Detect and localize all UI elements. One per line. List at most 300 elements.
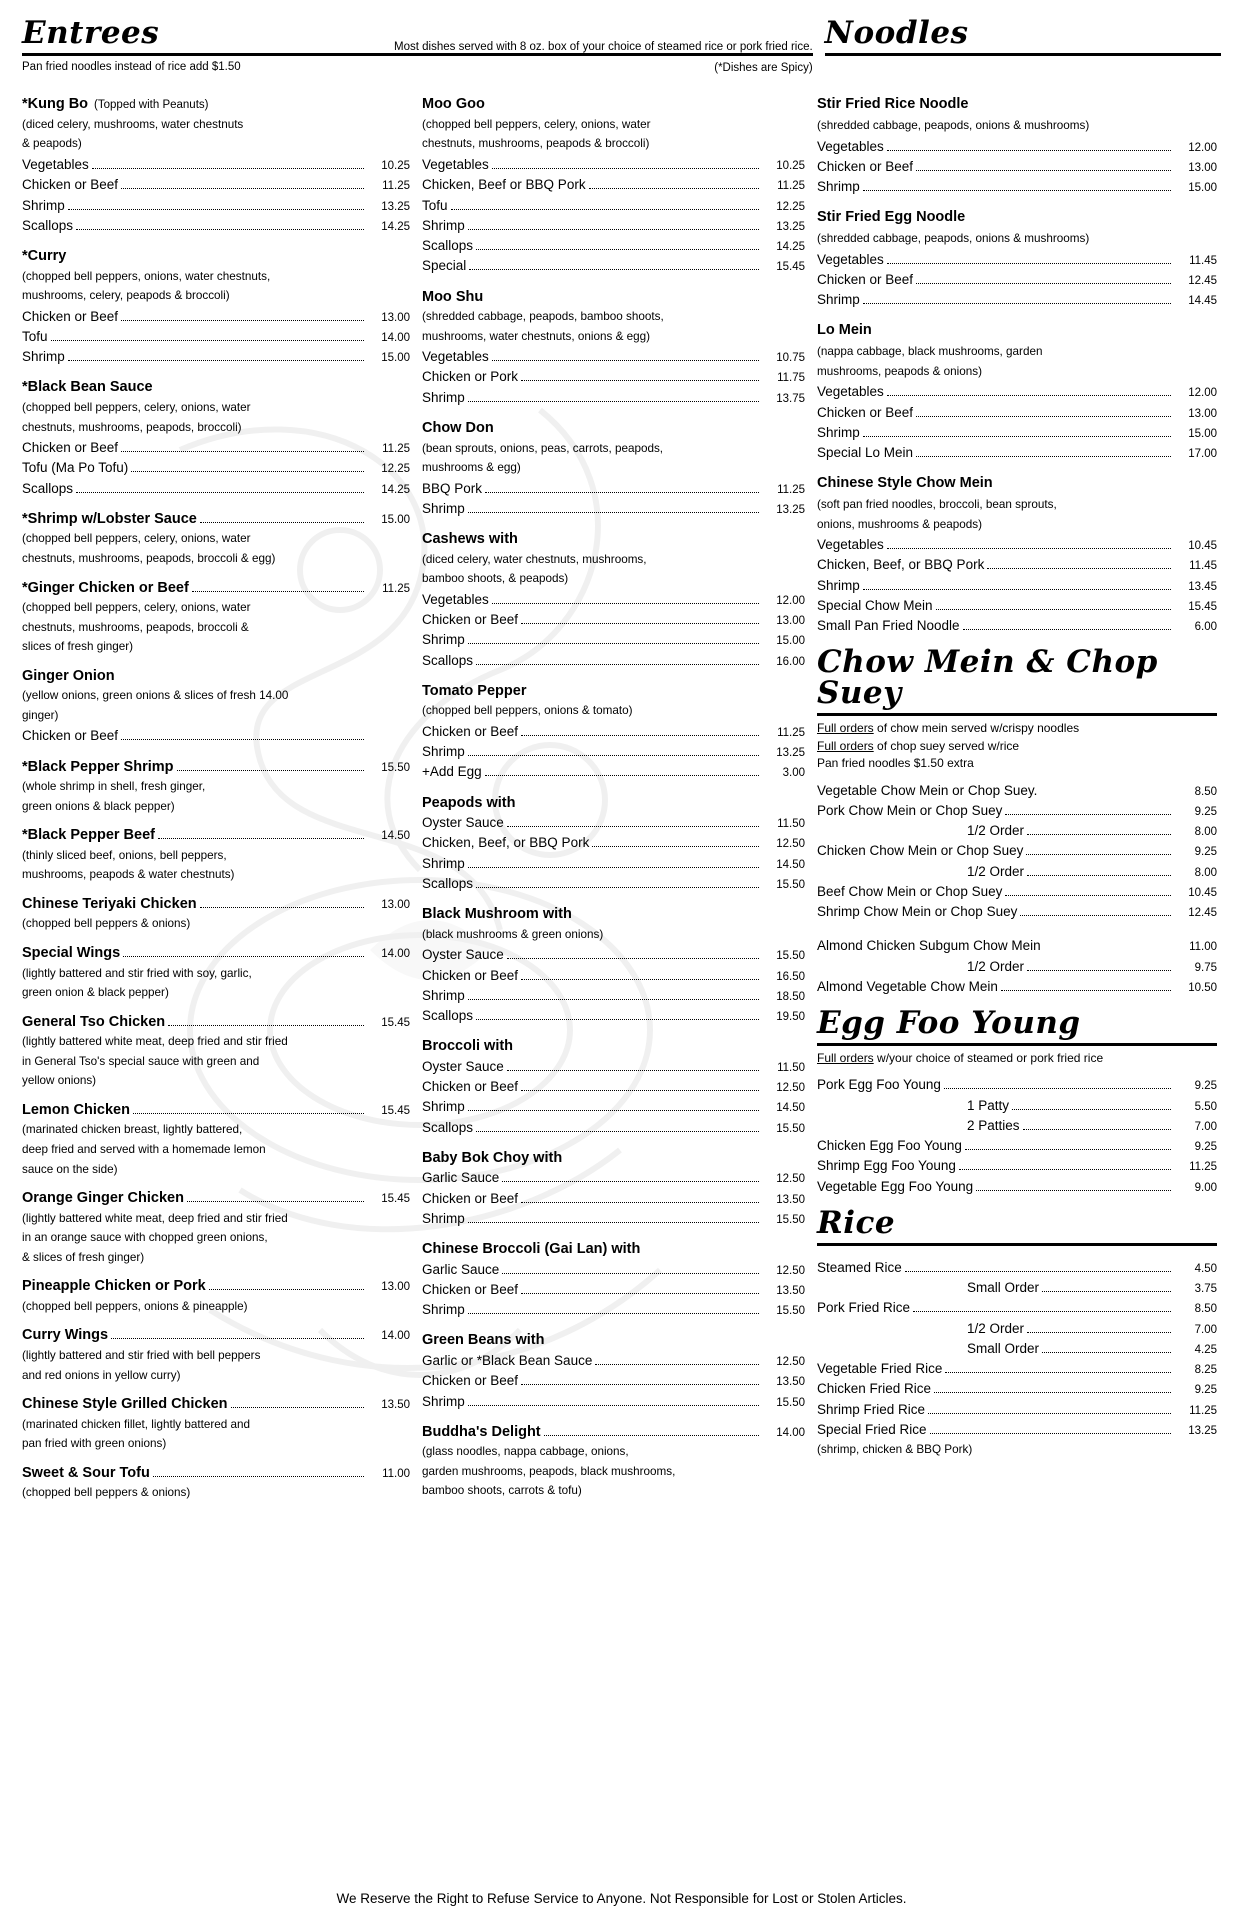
leader-dots — [502, 1181, 759, 1182]
leader-dots — [507, 958, 759, 959]
menu-item-title — [22, 1395, 410, 1415]
leader-dots — [1042, 1352, 1171, 1353]
menu-option-row — [422, 256, 805, 276]
leader-dots — [231, 1407, 365, 1408]
menu-item — [422, 419, 805, 519]
menu-item-name: Cashews with — [422, 531, 518, 548]
menu-option-price: 7.00 — [1194, 1120, 1217, 1133]
menu-option-name: Almond Vegetable Chow Mein — [817, 978, 998, 994]
menu-item-description: chestnuts, mushrooms, peapods, broccoli & — [22, 620, 249, 634]
leader-dots — [131, 471, 364, 472]
leader-dots — [521, 623, 759, 624]
menu-option-price: 10.45 — [1188, 540, 1217, 553]
menu-option-price: 15.00 — [1188, 427, 1217, 440]
menu-option-row — [817, 1339, 1217, 1359]
menu-option-price: 8.50 — [1194, 1303, 1217, 1316]
menu-item-title — [22, 944, 410, 964]
leader-dots — [916, 456, 1171, 457]
menu-item-price: 14.00 — [381, 1330, 410, 1343]
menu-option-name: Chicken Chow Mein or Chop Suey — [817, 843, 1024, 859]
menu-option-price: 14.50 — [776, 1102, 805, 1115]
menu-option-price: 10.25 — [381, 160, 410, 173]
leader-dots — [913, 1311, 1171, 1312]
menu-item — [22, 758, 410, 816]
menu-item-description: bamboo shoots, & peapods) — [422, 572, 569, 586]
menu-option-row — [422, 1168, 805, 1188]
menu-option-name: 1/2 Order — [967, 823, 1025, 839]
menu-option-price: 8.50 — [1194, 785, 1217, 798]
leader-dots — [987, 568, 1171, 569]
leader-dots — [476, 249, 759, 250]
menu-option-price: 12.25 — [776, 200, 805, 213]
leader-dots — [965, 1149, 1171, 1150]
leader-dots — [121, 739, 364, 740]
menu-item-title — [422, 682, 805, 702]
menu-option-row — [422, 1351, 805, 1371]
leader-dots — [1012, 1109, 1171, 1110]
chow-mein-section — [817, 644, 1217, 997]
menu-option-price: 11.25 — [1189, 1404, 1217, 1417]
leader-dots — [863, 190, 1171, 191]
leader-dots — [1023, 1129, 1171, 1130]
menu-option-name: Scallops — [422, 652, 474, 668]
menu-item-name: Orange Ginger Chicken — [22, 1190, 184, 1207]
menu-option-name: Shrimp — [817, 577, 860, 593]
menu-item-name: Lemon Chicken — [22, 1101, 130, 1118]
menu-option-row — [817, 1156, 1217, 1176]
menu-option-row — [422, 874, 805, 894]
note-emphasis: Full orders — [817, 721, 874, 736]
menu-item-description: pan fried with green onions) — [22, 1437, 167, 1451]
menu-item-title — [422, 530, 805, 550]
menu-item-name: Curry Wings — [22, 1327, 109, 1344]
note-text: w/your choice of steamed or pork fried rice — [873, 1051, 1104, 1066]
menu-item-description: mushrooms & egg) — [422, 461, 521, 475]
menu-option-price: 15.00 — [381, 352, 410, 365]
menu-option-row — [817, 403, 1217, 423]
menu-option-row — [22, 458, 410, 478]
menu-option-price: 3.00 — [782, 767, 805, 780]
menu-item — [422, 794, 805, 895]
menu-item-description: mushrooms, peapods & onions) — [817, 364, 983, 378]
leader-dots — [1027, 1332, 1171, 1333]
menu-option-name: Vegetables — [422, 349, 489, 365]
menu-option-price: 9.00 — [1194, 1181, 1217, 1194]
menu-option-price: 12.25 — [381, 463, 410, 476]
menu-option-name: Scallops — [22, 480, 74, 496]
leader-dots — [468, 643, 759, 644]
menu-option-name: Shrimp — [22, 349, 65, 365]
menu-option-name: Chicken Fried Rice — [817, 1381, 932, 1397]
menu-option-name: Oyster Sauce — [422, 1058, 504, 1074]
menu-option-price: 10.50 — [1188, 981, 1217, 994]
leader-dots — [468, 999, 759, 1000]
menu-option-name: Shrimp — [817, 292, 860, 308]
menu-item-description: & slices of fresh ginger) — [22, 1250, 145, 1264]
menu-option-row — [422, 1006, 805, 1026]
menu-item-name: *Black Pepper Shrimp — [22, 758, 174, 775]
menu-option-price: 13.25 — [381, 200, 410, 213]
menu-option-name: Shrimp — [422, 1210, 465, 1226]
leader-dots — [887, 548, 1171, 549]
menu-option-row — [422, 1118, 805, 1138]
menu-option-row — [817, 1075, 1217, 1095]
header-row — [22, 15, 1221, 75]
menu-item — [422, 1037, 805, 1138]
menu-option-row — [422, 945, 805, 965]
menu-option-name: Chicken or Beef — [22, 177, 119, 193]
menu-option-name: 1/2 Order — [967, 958, 1025, 974]
entrees-heading: Entrees — [22, 15, 160, 51]
egg-foo-young-rule — [817, 1043, 1217, 1046]
menu-option-price: 11.25 — [382, 180, 410, 193]
menu-option-name: Shrimp — [422, 1393, 465, 1409]
menu-option-price: 9.25 — [1194, 805, 1217, 818]
menu-option-price: 13.00 — [1188, 161, 1217, 174]
menu-option-row — [422, 833, 805, 853]
menu-item-name: Tomato Pepper — [422, 682, 527, 699]
leader-dots — [863, 589, 1171, 590]
menu-option-name: Tofu — [422, 197, 448, 213]
menu-item-description: in an orange sauce with chopped green onions, — [22, 1231, 268, 1245]
menu-option-row — [422, 1300, 805, 1320]
leader-dots — [544, 1435, 759, 1436]
menu-option-row — [422, 347, 805, 367]
menu-item-price: 14.00 — [776, 1426, 805, 1439]
menu-item-name: Moo Goo — [422, 96, 485, 113]
menu-item-description: (chopped bell peppers, onions & tomato) — [422, 704, 633, 718]
menu-option-row — [422, 216, 805, 236]
menu-item-description: ginger) — [22, 708, 59, 722]
menu-option-row — [422, 1057, 805, 1077]
menu-option-row — [422, 155, 805, 175]
menu-option-price: 9.75 — [1194, 961, 1217, 974]
leader-dots — [1005, 814, 1171, 815]
menu-option-name: Tofu (Ma Po Tofu) — [22, 460, 129, 476]
menu-item-description: mushrooms, water chestnuts, onions & egg) — [422, 329, 651, 343]
menu-option-price: 13.00 — [1188, 407, 1217, 420]
menu-item-name: *Ginger Chicken or Beef — [22, 579, 189, 596]
menu-option-name: Shrimp — [422, 987, 465, 1003]
menu-option-name: Chicken, Beef, or BBQ Pork — [817, 557, 985, 573]
menu-item-name: Peapods with — [422, 794, 516, 811]
menu-option-row — [817, 1379, 1217, 1399]
menu-option-row — [422, 479, 805, 499]
menu-option-row — [817, 1258, 1217, 1278]
menu-item-price: 13.00 — [381, 898, 410, 911]
leader-dots — [887, 395, 1171, 396]
menu-option-price: 12.50 — [776, 1173, 805, 1186]
menu-item-price: 11.00 — [382, 1467, 410, 1480]
leader-dots — [468, 755, 759, 756]
menu-option-name: Oyster Sauce — [422, 815, 504, 831]
leader-dots — [51, 340, 364, 341]
menu-option-price: 5.50 — [1194, 1100, 1217, 1113]
menu-option-price: 12.00 — [1188, 387, 1217, 400]
menu-option-row — [22, 155, 410, 175]
menu-item-name: Broccoli with — [422, 1038, 514, 1055]
leader-dots — [92, 168, 364, 169]
menu-option-row — [422, 651, 805, 671]
leader-dots — [192, 591, 364, 592]
menu-option-name: Shrimp — [422, 1099, 465, 1115]
menu-option-name: Small Order — [967, 1280, 1040, 1296]
menu-option-price: 12.00 — [776, 594, 805, 607]
leader-dots — [476, 664, 759, 665]
menu-item-description: and red onions in yellow curry) — [22, 1368, 181, 1382]
menu-option-name: Chicken or Beef — [22, 440, 119, 456]
disclaimer-footer: We Reserve the Right to Refuse Service to Anyone. Not Responsible for Lost or Stolen Articles. — [336, 1891, 907, 1906]
menu-item-price: 15.45 — [381, 1193, 410, 1206]
menu-option-price: 8.25 — [1194, 1364, 1217, 1377]
menu-item-name: Moo Shu — [422, 288, 484, 305]
menu-option-row — [22, 175, 410, 195]
noodles-section — [817, 94, 1217, 636]
leader-dots — [521, 1293, 759, 1294]
rice-footnote: (shrimp, chicken & BBQ Pork) — [817, 1443, 973, 1457]
chow-mein-heading: Chow Mein & Chop Suey — [817, 644, 1158, 712]
menu-option-price: 11.25 — [777, 483, 805, 496]
menu-item-description: (lightly battered white meat, deep fried and stir fried — [22, 1035, 288, 1049]
menu-option-row — [422, 367, 805, 387]
menu-option-row — [817, 1298, 1217, 1318]
entrees-note-right: (*Dishes are Spicy) — [714, 62, 813, 75]
menu-option-price: 11.25 — [1189, 1161, 1217, 1174]
menu-option-row — [422, 1280, 805, 1300]
menu-option-row — [817, 250, 1217, 270]
leader-dots — [521, 979, 759, 980]
menu-item-description: (chopped bell peppers & onions) — [22, 917, 191, 931]
leader-dots — [934, 1392, 1171, 1393]
menu-option-name: Chicken Egg Foo Young — [817, 1138, 962, 1154]
menu-item — [22, 1326, 410, 1384]
leader-dots — [507, 826, 759, 827]
leader-dots — [959, 1169, 1171, 1170]
leader-dots — [963, 629, 1171, 630]
menu-item-name: Chinese Teriyaki Chicken — [22, 895, 197, 912]
menu-option-price: 10.75 — [776, 352, 805, 365]
menu-option-row — [422, 175, 805, 195]
menu-item — [22, 1189, 410, 1266]
menu-item — [22, 1277, 410, 1315]
note-emphasis: Full orders — [817, 1051, 874, 1066]
menu-item-description: (diced celery, mushrooms, water chestnuts — [22, 117, 244, 131]
menu-option-name: Small Pan Fried Noodle — [817, 618, 960, 634]
menu-item-description: (nappa cabbage, black mushrooms, garden — [817, 345, 1043, 359]
menu-item-title — [422, 95, 805, 115]
leader-dots — [492, 360, 759, 361]
menu-option-price: 13.50 — [776, 1284, 805, 1297]
menu-item — [422, 1240, 805, 1320]
menu-option-price: 8.00 — [1194, 826, 1217, 839]
menu-option-price: 12.45 — [1188, 274, 1217, 287]
menu-option-price: 9.25 — [1194, 1384, 1217, 1397]
menu-option-price: 15.45 — [1188, 600, 1217, 613]
menu-option-price: 4.50 — [1194, 1262, 1217, 1275]
menu-item-description: (chopped bell peppers & onions) — [22, 1486, 191, 1500]
menu-option-row — [817, 555, 1217, 575]
menu-item-name: *Black Bean Sauce — [22, 379, 153, 396]
menu-option-row — [22, 216, 410, 236]
menu-item — [22, 1013, 410, 1090]
menu-option-row — [817, 902, 1217, 922]
leader-dots — [521, 1090, 759, 1091]
menu-option-name: Special — [422, 258, 467, 274]
menu-item — [422, 1423, 805, 1500]
menu-option-price: 13.00 — [381, 311, 410, 324]
rice-rows — [817, 1258, 1217, 1440]
menu-option-row — [422, 762, 805, 782]
menu-option-name: Scallops — [422, 875, 474, 891]
menu-option-name: 1 Patty — [967, 1097, 1010, 1113]
menu-option-price: 13.50 — [776, 1193, 805, 1206]
menu-item-title — [422, 905, 805, 925]
menu-item-description: (chopped bell peppers, onions & pineapple) — [22, 1299, 248, 1313]
menu-option-price: 15.50 — [776, 878, 805, 891]
menu-option-row — [22, 347, 410, 367]
entrees-rule — [22, 53, 813, 56]
menu-option-price: 12.50 — [776, 838, 805, 851]
rice-section — [817, 1204, 1217, 1459]
menu-option-price: 11.75 — [777, 372, 805, 385]
leader-dots — [177, 770, 365, 771]
menu-item-price: 11.25 — [382, 582, 410, 595]
menu-option-price: 11.25 — [777, 726, 805, 739]
menu-option-name: Vegetable Fried Rice — [817, 1361, 943, 1377]
menu-option-name: Shrimp — [817, 424, 860, 440]
leader-dots — [887, 150, 1171, 151]
menu-option-row — [422, 742, 805, 762]
leader-dots — [589, 188, 759, 189]
menu-option-row — [817, 177, 1217, 197]
menu-item-title — [22, 895, 410, 915]
leader-dots — [976, 1190, 1171, 1191]
menu-item — [422, 530, 805, 671]
menu-item-description: (soft pan fried noodles, broccoli, bean sprouts, — [817, 498, 1057, 512]
menu-item — [22, 247, 410, 367]
menu-item-description: mushrooms, celery, peapods & broccoli) — [22, 289, 230, 303]
menu-option-name: Chicken, Beef or BBQ Pork — [422, 177, 586, 193]
menu-option-name: 2 Patties — [967, 1117, 1020, 1133]
menu-item-price: 13.50 — [381, 1399, 410, 1412]
note-text: of chow mein served w/crispy noodles — [873, 721, 1080, 736]
menu-option-row — [422, 196, 805, 216]
leader-dots — [944, 1088, 1171, 1089]
egg-foo-young-heading: Egg Foo Young — [817, 1005, 1081, 1042]
menu-option-row — [22, 196, 410, 216]
menu-option-name: Oyster Sauce — [422, 947, 504, 963]
menu-item-title — [422, 1149, 805, 1169]
menu-option-name: Chicken or Beef — [422, 723, 519, 739]
menu-option-name: Special Fried Rice — [817, 1421, 927, 1437]
menu-option-price: 11.25 — [382, 443, 410, 456]
menu-item-description: sauce on the side) — [22, 1162, 118, 1176]
menu-item-description: (chopped bell peppers, celery, onions, water — [422, 117, 651, 131]
leader-dots — [492, 603, 759, 604]
menu-option-name: Garlic Sauce — [422, 1170, 500, 1186]
menu-item-title — [22, 1013, 410, 1033]
menu-option-price: 14.25 — [776, 241, 805, 254]
leader-dots — [476, 887, 759, 888]
menu-option-name: Vegetables — [817, 251, 884, 267]
menu-option-row — [817, 936, 1217, 956]
menu-item — [22, 944, 410, 1002]
menu-option-name: Chicken or Beef — [817, 404, 914, 420]
menu-option-price: 9.25 — [1194, 846, 1217, 859]
menu-item-description: (yellow onions, green onions & slices of fresh 14.00 — [22, 689, 289, 703]
menu-option-name: Shrimp — [422, 500, 465, 516]
menu-option-price: 12.00 — [1188, 141, 1217, 154]
menu-item-title — [22, 1326, 410, 1346]
leader-dots — [451, 209, 759, 210]
leader-dots — [1042, 1291, 1171, 1292]
menu-item-description: bamboo shoots, carrots & tofu) — [422, 1484, 582, 1498]
menu-item-name: *Black Pepper Beef — [22, 827, 155, 844]
menu-item-name: Black Mushroom with — [422, 906, 572, 923]
menu-item-description: mushrooms, peapods & water chestnuts) — [22, 868, 235, 882]
menu-option-name: Shrimp Fried Rice — [817, 1401, 926, 1417]
leader-dots — [468, 867, 759, 868]
noodle-group-heading: Chinese Style Chow Mein — [817, 475, 993, 492]
menu-option-name: Chicken or Beef — [422, 612, 519, 627]
menu-option-name: Shrimp — [422, 855, 465, 871]
menu-option-name: Beef Chow Mein or Chop Suey — [817, 883, 1003, 899]
menu-option-price: 16.00 — [776, 655, 805, 668]
menu-option-row — [817, 841, 1217, 861]
menu-option-name: Steamed Rice — [817, 1259, 902, 1275]
leader-dots — [521, 1202, 759, 1203]
menu-option-row — [817, 270, 1217, 290]
menu-option-price: 15.00 — [1188, 182, 1217, 195]
menu-option-name: 1/2 Order — [967, 1320, 1025, 1336]
menu-item-name: Chinese Style Grilled Chicken — [22, 1396, 228, 1413]
menu-item-subnote: (Topped with Peanuts) — [94, 99, 209, 112]
menu-option-name: Special Chow Mein — [817, 597, 933, 613]
menu-option-price: 14.45 — [1188, 295, 1217, 308]
right-column — [817, 84, 1217, 1460]
menu-item-name: Special Wings — [22, 945, 121, 962]
menu-option-name: Scallops — [422, 238, 474, 254]
menu-option-name: Pork Chow Mein or Chop Suey — [817, 802, 1003, 818]
leader-dots — [1027, 834, 1171, 835]
leader-dots — [121, 320, 364, 321]
menu-option-price: 13.25 — [1188, 1424, 1217, 1437]
leader-dots — [209, 1289, 364, 1290]
menu-option-row — [817, 596, 1217, 616]
menu-option-price: 14.25 — [381, 220, 410, 233]
leader-dots — [476, 1131, 759, 1132]
leader-dots — [507, 1070, 759, 1071]
menu-item-description: chestnuts, mushrooms, peapods & broccoli) — [422, 137, 650, 151]
menu-item — [22, 95, 410, 236]
menu-option-row — [817, 781, 1217, 801]
menu-item-title — [22, 247, 410, 267]
menu-item-title — [22, 667, 410, 687]
menu-option-row — [817, 576, 1217, 596]
noodle-group-heading: Stir Fried Rice Noodle — [817, 96, 969, 113]
chow-mein-note — [817, 738, 1217, 755]
menu-option-row — [817, 137, 1217, 157]
menu-option-name: Shrimp — [22, 197, 65, 213]
menu-option-price: 11.45 — [1189, 254, 1217, 267]
menu-option-name: Scallops — [422, 1119, 474, 1135]
menu-item — [22, 667, 410, 747]
menu-item-description: (shredded cabbage, peapods, onions & mushrooms) — [817, 119, 1090, 133]
menu-option-price: 3.75 — [1194, 1283, 1217, 1296]
egg-foo-young-note — [817, 1050, 1217, 1067]
leader-dots — [200, 907, 364, 908]
menu-item-title — [422, 1037, 805, 1057]
